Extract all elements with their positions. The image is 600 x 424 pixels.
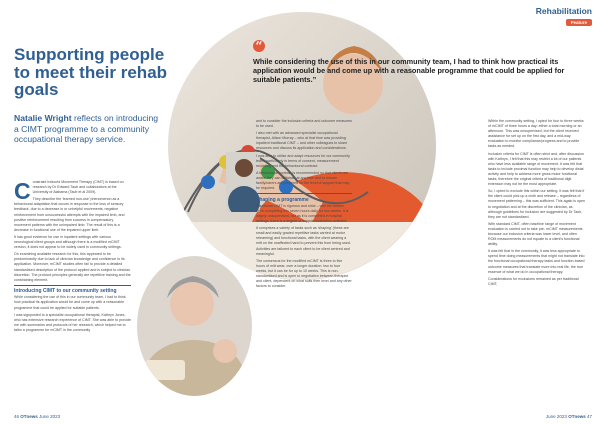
paragraph: I also met with an advanced specialist occupational therapist, Alison Murray – who at that time was providing inpatient traditional CIMT – and other colleagues to share resources and discuss its application and considerations. <box>256 131 348 151</box>
issue-date-left: June 2023 <box>39 414 61 419</box>
tertiary-photo <box>226 152 260 212</box>
issue-date-right: June 2023 <box>545 414 567 419</box>
paragraph: With standard CIMT, often baseline range of movement evaluation is carried out to take pre- mCIMT measurements because our inclusion criteria was lower level, and often ROM measurements do not equate to a client's functional ability. <box>488 221 583 247</box>
footer-right <box>546 414 592 419</box>
column-3 <box>488 119 586 289</box>
author-name: Natalie Wright <box>14 113 72 123</box>
divider <box>256 193 352 194</box>
magazine-name-right: OTnews <box>568 414 586 419</box>
column-1 <box>14 180 131 335</box>
paragraph: It has good evidence for use in inpatient settings with various neurological client groups and although there is a modified mCIMT version, it does not appear to be widely used in community settings. <box>14 234 122 250</box>
headline: Supporting people to meet their rehab goals <box>14 45 168 99</box>
tertiary-photo-illustration <box>226 152 260 212</box>
page-number-left: 46 <box>14 414 20 419</box>
standfirst <box>14 113 159 145</box>
magazine-name-left: OTnews <box>20 414 38 419</box>
pull-quote: While considering the use of this in our community team, I had to think how practical its application would be and come up with a reasonable programme that could be applied for suitable patients.” <box>253 57 565 84</box>
paragraph: So, I opted to exclude this within our setting. It was felt that if the client could pick up a cloth and release – regardless of movement patterning – this was sufficient. This again is open to negotiation and at the discretion of the clinician, as although guidelines for inclusion are suggested by Dr Taub, they are not standardised. <box>488 189 585 219</box>
paragraph: On examining available research for this, this appeared to be predominantly due to lack of clinician knowledge and confidence in its application. Moreover, mCIMT studies often fail to provide a detailed standardised description of the protocol applied and is subject to clinician discretion. The protocol principles generally are repetitive training and the constraining element. <box>14 252 131 282</box>
section-tag: Feature <box>566 19 592 26</box>
subheading: Shaping a programme <box>256 196 309 203</box>
divider <box>14 285 131 286</box>
paragraph: I was able to utilise and adapt resources for our community team, particularly in terms of consent, measurement recording and the behavioural contract. <box>256 153 350 168</box>
secondary-photo <box>137 256 252 396</box>
page-number-right: 47 <box>586 414 592 419</box>
paragraph: They describe the 'learned non-use' phenomenon as a behavioural adaptation that occurs in response to the loss of sensory feedback, due to a decrease in or unhelpful movements, negative reinforcement from unsuccessful attempts with the impaired limb, and positive reinforcement resulting from success in compensatory movement patterns with the unimpaired limb. The result of this is a decrease in functional use of the impaired upper limb. <box>14 197 125 232</box>
drop-cap: C <box>14 178 31 204</box>
paragraph: While considering the use of this in our community team, I had to think how practical its application would be and come up with a reasonable programme that could be applied for suitable patients. <box>14 295 126 310</box>
paragraph: Within the community setting, I opted for four to three weeks of mCIMT of three hours a day: either a total morning or an afternoon. This was unsupervised, but the client received assistance for set up on the first day, and a mid-way evaluation to monitor compliance/progress and to provide tasks as needed. <box>488 119 584 149</box>
paragraph: It comprises a variety of tasks such as 'shaping' (these are small and easily graded repetitive tasks carried at motor relearning) and functional tasks, with the client wearing a mitt on the unaffected hand to prevent this from being used. Activities are tailored to each client to be client centred and meaningful. <box>256 226 351 256</box>
paragraph: Inclusion criteria for CIMT is often strict and, after discussion with Kathryn, I felt that this may restrict a lot of our patients who have less available range of movement. It was felt that tasks to include proximal function may help to develop distal activity and help to address more gross motor functional tasks, therefore the original criteria of traditional digit extension may not be the most appropriate. <box>488 151 585 187</box>
paragraph: A behavioural contract is recommended so that clients are aware they can withdraw at any time and to ensure family/carers are prepared for the level of support that may be required. <box>256 170 350 191</box>
paragraph: and to consider the inclusion criteria and outcome measures to be used. <box>256 119 352 129</box>
standfirst-text: reflects on introducing a CIMT programme to a community occupational therapy service. <box>14 113 159 145</box>
paragraph: Constraint Induced Movement Therapy (CIMT) is based on research by Dr Edward Taub and collaborators at the University of Alabama (Taub et al 2009). <box>14 178 124 204</box>
paragraph: Traditional CIMT is rigorous and strict – with the wearer often completing this seven hours daily for two weeks. It is largely unsupervised, but as it is completed in hospital settings, there is a degree of support/evaluation available. <box>256 203 349 224</box>
paragraph: The consensus for the modified mCIMT is three to five hours of mitt wear, over a longer duration: two to four weeks, but it can be for up to 10 weeks. This is non-standardised and is open to negotiation between therapist and client, dependent on what suits their level and any other factors to consider. <box>256 258 352 289</box>
quote-icon: “ <box>253 40 265 52</box>
paragraph: I was signposted to a specialist occupational therapist, Kathryn Jones, who has extensive research experience of CIMT. She was able to provide me with summaries and protocols of her research, which helped me to tailor a programme for mCIMT in the community <box>14 312 131 332</box>
paragraph: It was felt that in the community, it was less appropriate to spend time doing measurements that might not translate into the functional occupational therapy tasks and function-based outcome measures that translate more into real life, the true essence of what we do in occupational therapy. <box>488 249 585 274</box>
secondary-photo-illustration <box>137 256 252 396</box>
section-title: Rehabilitation <box>535 6 592 16</box>
column-2 <box>256 119 352 291</box>
subheading: Introducing CIMT to our community setting <box>14 288 117 295</box>
paragraph: Considerations for exclusions remained as per traditional CIMT, <box>488 276 579 286</box>
footer-left <box>14 414 60 419</box>
